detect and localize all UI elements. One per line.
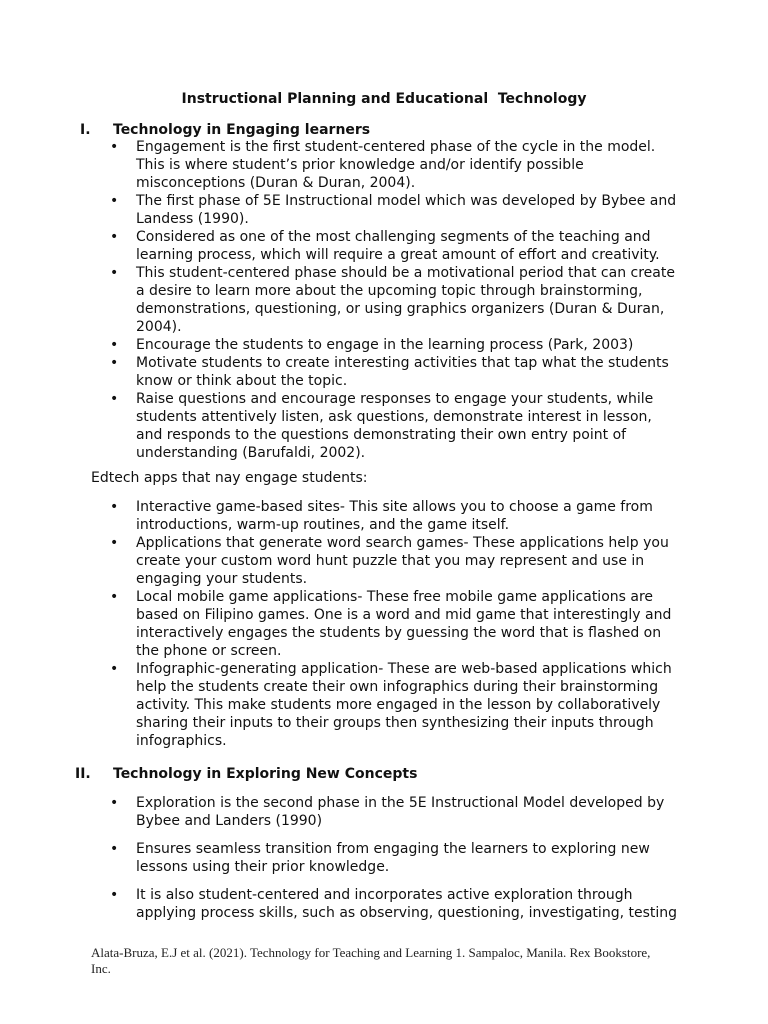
- footer-citation: Alata-Bruza, E.J et al. (2021). Technology for Teaching and Learning 1. Sampaloc, Manila. Rex Bookstore, Inc.: [91, 945, 651, 976]
- section-2-bullet-list: [0, 794, 768, 932]
- list-item: • Motivate students to create interesting activities that tap what the students know or think about the topic.: [0, 354, 681, 390]
- list-item: • Exploration is the second phase in the 5E Instructional Model developed by Bybee and Landers (1990): [0, 794, 681, 830]
- list-item: • Raise questions and encourage responses to engage your students, while students attentively listen, ask questions, demonstrate interest in lesson, and responds to the questions demonstrating their own entry point of understanding (Barufaldi, 2002).: [0, 390, 681, 462]
- list-item: • It is also student-centered and incorporates active exploration through applying process skills, such as observing, questioning, investigating, testing: [0, 886, 681, 922]
- list-item: • Engagement is the first student-centered phase of the cycle in the model. This is where student’s prior knowledge and/or identify possible misconceptions (Duran & Duran, 2004).: [0, 138, 681, 192]
- list-item: • This student-centered phase should be a motivational period that can create a desire to learn more about the upcoming topic through brainstorming, demonstrations, questioning, or using graphics organizers (Duran & Duran, 2004).: [0, 264, 681, 336]
- edtech-bullet-list: [0, 498, 768, 750]
- section-1-title: Technology in Engaging learners: [113, 122, 371, 138]
- list-item: • Considered as one of the most challenging segments of the teaching and learning process, which will require a great amount of effort and creativity.: [0, 228, 681, 264]
- list-item: • Applications that generate word search games- These applications help you create your custom word hunt puzzle that you may represent and use in engaging your students.: [0, 534, 681, 588]
- list-item: • The first phase of 5E Instructional model which was developed by Bybee and Landess (1990).: [0, 192, 681, 228]
- list-item: • Infographic-generating application- These are web-based applications which help the students create their own infographics during their brainstorming activity. This make students more engaged in the lesson by collaboratively sharing their inputs to their groups then synthesizing their inputs through infographics.: [0, 660, 681, 750]
- list-item: • Interactive game-based sites- This site allows you to choose a game from introductions, warm-up routines, and the game itself.: [0, 498, 681, 534]
- section-1-bullet-list: [0, 138, 768, 462]
- edtech-intro: Edtech apps that nay engage students:: [91, 470, 368, 486]
- section-1-number: I.: [80, 122, 91, 138]
- list-item: • Local mobile game applications- These free mobile game applications are based on Filipino games. One is a word and mid game that interestingly and interactively engages the students by guessing the word that is flashed on the phone or screen.: [0, 588, 681, 660]
- page-title: Instructional Planning and Educational Technology: [181, 91, 587, 107]
- list-item: • Ensures seamless transition from engaging the learners to exploring new lessons using their prior knowledge.: [0, 840, 681, 876]
- list-item: • Encourage the students to engage in the learning process (Park, 2003): [0, 336, 681, 354]
- section-2-number: II.: [75, 766, 91, 782]
- section-2-title: Technology in Exploring New Concepts: [113, 766, 418, 782]
